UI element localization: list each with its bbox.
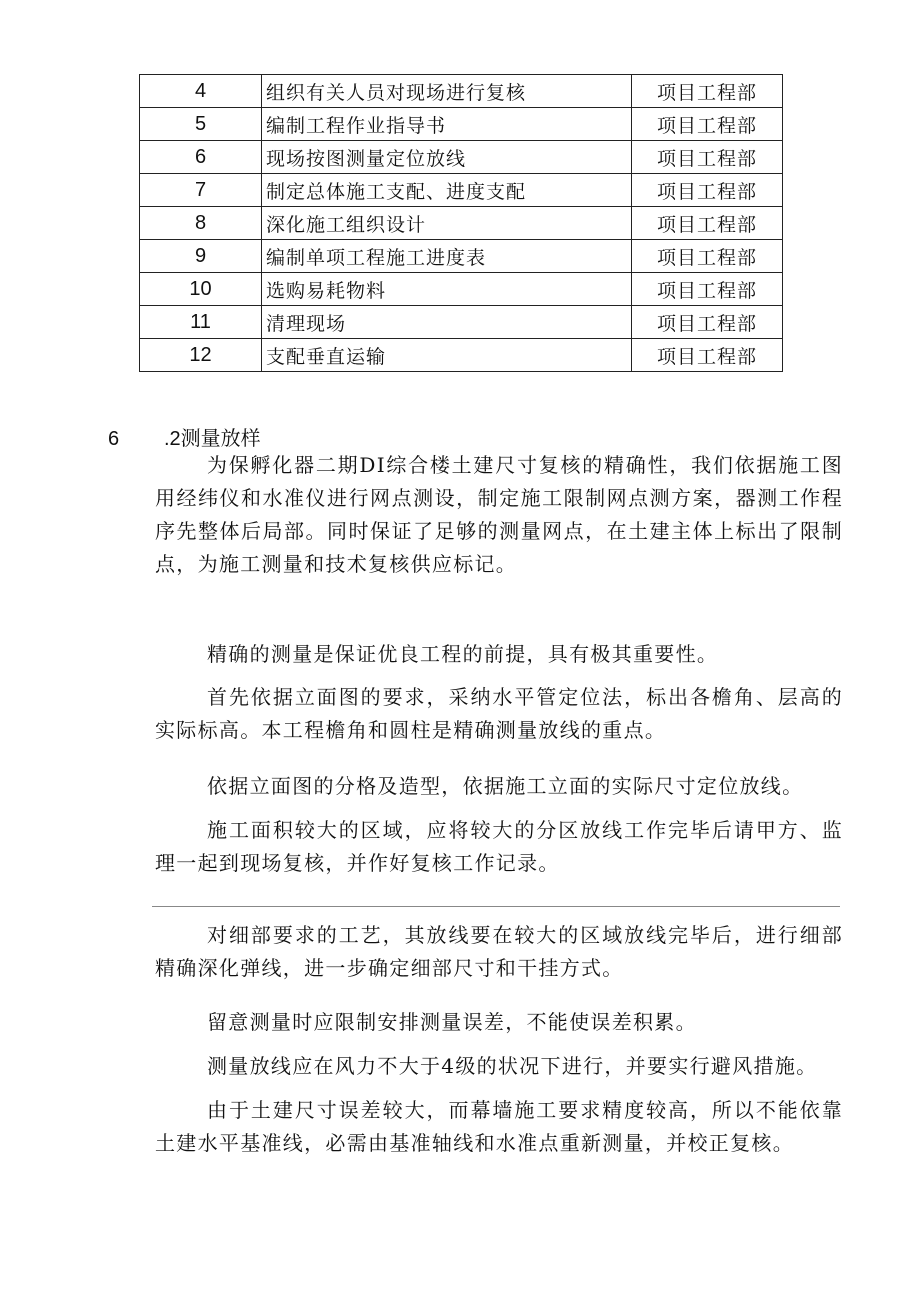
row-department: 项目工程部 xyxy=(632,207,783,240)
page-divider xyxy=(152,906,840,907)
table-row xyxy=(140,339,783,372)
section-number: 6 xyxy=(108,428,120,450)
row-number: 8 xyxy=(140,207,262,240)
row-number: 11 xyxy=(140,306,262,339)
row-number: 4 xyxy=(140,75,262,108)
row-task: 清理现场 xyxy=(262,306,632,339)
row-department: 项目工程部 xyxy=(632,108,783,141)
row-number: 9 xyxy=(140,240,262,273)
table-row xyxy=(140,141,783,174)
row-department: 项目工程部 xyxy=(632,141,783,174)
paragraph: 依据立面图的分格及造型，依据施工立面的实际尺寸定位放线。 xyxy=(207,774,804,798)
paragraph: 精确的测量是保证优良工程的前提，具有极其重要性。 xyxy=(207,642,719,666)
table-row xyxy=(140,174,783,207)
row-number: 7 xyxy=(140,174,262,207)
table-row xyxy=(140,108,783,141)
row-number: 12 xyxy=(140,339,262,372)
row-department: 项目工程部 xyxy=(632,273,783,306)
row-task: 深化施工组织设计 xyxy=(262,207,632,240)
paragraph: 测量放线应在风力不大于4级的状况下进行，并要实行避风措施。 xyxy=(207,1054,818,1078)
table-row xyxy=(140,75,783,108)
table-row xyxy=(140,306,783,339)
row-task: 制定总体施工支配、进度支配 xyxy=(262,174,632,207)
row-department: 项目工程部 xyxy=(632,240,783,273)
row-task: 组织有关人员对现场进行复核 xyxy=(262,75,632,108)
paragraph: 留意测量时应限制安排测量误差，不能使误差积累。 xyxy=(207,1010,697,1034)
row-task: 选购易耗物料 xyxy=(262,273,632,306)
row-task: 编制工程作业指导书 xyxy=(262,108,632,141)
row-department: 项目工程部 xyxy=(632,339,783,372)
row-department: 项目工程部 xyxy=(632,174,783,207)
table-row xyxy=(140,240,783,273)
row-number: 10 xyxy=(140,273,262,306)
row-number: 6 xyxy=(140,141,262,174)
table-row xyxy=(140,207,783,240)
row-department: 项目工程部 xyxy=(632,75,783,108)
paragraph: 为保孵化器二期DI综合楼土建尺寸复核的精确性，我们依据施工图用经纬仪和水准仪进行网点测设，制定施工限制网点测方案，器测工作程序先整体后局部。同时保证了足够的测量网点，在土建主体上标出了限制点，为施工测量和技术复核供应标记。 xyxy=(155,453,843,576)
row-task: 支配垂直运输 xyxy=(262,339,632,372)
task-table xyxy=(139,74,783,372)
paragraph: 施工面积较大的区域，应将较大的分区放线工作完毕后请甲方、监理一起到现场复核，并作好复核工作记录。 xyxy=(155,818,843,875)
table-row xyxy=(140,273,783,306)
paragraph: 首先依据立面图的要求，采纳水平管定位法，标出各檐角、层高的实际标高。本工程檐角和圆柱是精确测量放线的重点。 xyxy=(155,685,843,742)
row-number: 5 xyxy=(140,108,262,141)
paragraph: 由于土建尺寸误差较大，而幕墙施工要求精度较高，所以不能依靠土建水平基准线，必需由基准轴线和水准点重新测量，并校正复核。 xyxy=(155,1098,843,1155)
row-department: 项目工程部 xyxy=(632,306,783,339)
section-title: .2测量放样 xyxy=(164,428,261,450)
paragraph: 对细部要求的工艺，其放线要在较大的区域放线完毕后，进行细部精确深化弹线，进一步确定细部尺寸和干挂方式。 xyxy=(155,923,843,980)
row-task: 现场按图测量定位放线 xyxy=(262,141,632,174)
row-task: 编制单项工程施工进度表 xyxy=(262,240,632,273)
section-heading xyxy=(108,422,261,451)
